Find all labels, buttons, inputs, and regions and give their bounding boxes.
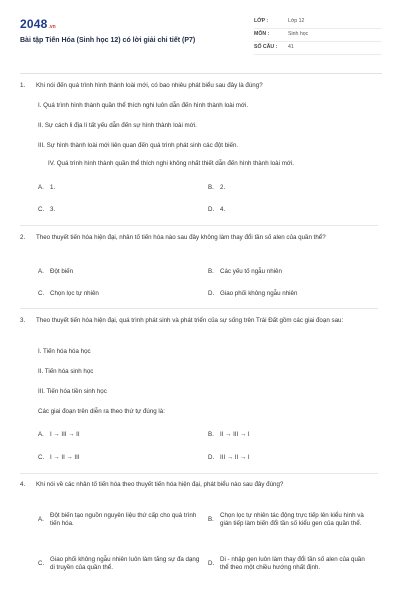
meta-label: MÔN : [254,31,270,38]
meta-value: Lớp 12 [288,18,305,25]
question-3 [20,317,378,325]
option-letter: B. [208,431,214,438]
statement: I. Tiến hóa hóa học [38,348,91,355]
question-2 [20,234,378,242]
option-letter: D. [208,290,215,297]
option-text: Đột biến tạo nguồn nguyên liệu thứ cấp cho quá trình tiến hóa. [50,511,197,527]
option-letter: A. [38,431,44,438]
option-letter: D. [208,559,215,567]
option-text: Đột biến [50,268,74,275]
meta-row-class [254,16,382,29]
document-header [20,10,382,74]
statement: III. Tiến hóa tiền sinh học [38,388,107,395]
options-row [38,544,378,584]
option-d[interactable] [208,544,378,584]
option-text: II → III → I [220,431,250,438]
option-c[interactable] [38,290,208,298]
meta-label: LỚP : [254,18,269,25]
options-row [38,184,378,192]
statement: I. Quá trình hình thành quần thể thích nghi luôn dẫn đến hình thành loài mới. [38,102,249,109]
question-number: 4. [20,481,26,488]
options-row [38,454,378,462]
statement: II. Sự cách li địa lí tất yếu dẫn đến sự hình thành loài mới. [38,122,197,129]
statement: III. Sự hình thành loài mới liên quan đến quá trình phát sinh các đột biến. [38,142,239,149]
option-text: Các yếu tố ngẫu nhiên [220,268,282,275]
options-row [38,290,378,298]
option-text: 4. [220,206,226,213]
option-a[interactable] [38,431,208,439]
option-letter: B. [208,184,214,191]
option-d[interactable] [208,206,378,214]
meta-table [254,16,382,73]
option-letter: C. [38,559,45,567]
meta-row-subject [254,29,382,42]
option-text: I → III → II [50,431,80,438]
option-d[interactable] [208,454,378,462]
option-text: III → II → I [220,454,250,461]
option-letter: C. [38,206,45,213]
option-letter: B. [208,515,214,523]
option-c[interactable] [38,206,208,214]
option-letter: D. [208,454,215,461]
option-letter: A. [38,515,44,523]
option-text: I → II → III [50,454,80,461]
option-d[interactable] [208,290,378,298]
option-c[interactable] [38,544,208,584]
statement: II. Tiến hóa sinh học [38,368,94,375]
option-b[interactable] [208,500,378,540]
meta-value: Sinh học [288,31,309,38]
question-divider [20,308,378,309]
options-row [38,431,378,439]
question-number: 3. [20,317,26,324]
brand-block [20,10,240,73]
question-text: Theo thuyết tiến hóa hiện đại, nhân tố tiến hóa nào sau đây không làm thay đổi tần số alen của quần thể? [36,234,326,241]
option-letter: B. [208,268,214,275]
option-letter: D. [208,206,215,213]
meta-label: SỐ CÂU : [254,44,278,51]
logo-suffix: .vn [48,24,56,30]
option-b[interactable] [208,431,378,439]
options-row [38,500,378,540]
option-a[interactable] [38,268,208,276]
option-b[interactable] [208,268,378,276]
question-number: 2. [20,234,26,241]
option-text: Di - nhập gen luôn làm thay đổi tần số alen của quần thể theo một chiều hướng nhất định. [220,555,365,571]
option-letter: A. [38,268,44,275]
document-title: Bài tập Tiến Hóa (Sinh học 12) có lời giải chi tiết (P7) [20,37,196,45]
statement: IV. Quá trình hình thành quần thể thích nghi không nhất thiết dẫn đến hình thành loài mới. [48,160,295,167]
statement: Các giai đoạn trên diễn ra theo thứ tự đúng là: [38,408,165,415]
site-logo[interactable] [20,16,240,32]
option-c[interactable] [38,454,208,462]
option-letter: A. [38,184,44,191]
option-text: 1. [50,184,56,191]
option-text: Giao phối không ngẫu nhiên luôn làm tăng sự đa dạng di truyền của quần thể. [50,555,200,571]
options-row [38,268,378,276]
logo-number: 2048 [20,17,48,31]
option-a[interactable] [38,500,208,540]
question-1 [20,82,378,90]
question-4 [20,481,378,489]
meta-row-count [254,42,382,55]
question-divider [20,473,378,474]
question-text: Khi nói đến quá trình hình thành loài mới, có bao nhiêu phát biểu sau đây là đúng? [36,82,263,89]
option-text: Giao phối không ngẫu nhiên [220,290,298,297]
meta-value: 41 [288,44,294,51]
question-divider [20,225,378,226]
question-text: Theo thuyết tiến hóa hiện đại, quá trình phát sinh và phát triển của sự sống trên Trái Đất gồm các giai đoạn sau: [36,317,344,324]
option-b[interactable] [208,184,378,192]
option-a[interactable] [38,184,208,192]
option-text: Chọn lọc tự nhiên tác động trực tiếp lên kiểu hình và gián tiếp làm biến đổi tần số kiểu gen của quần thể. [220,511,364,527]
question-text: Khi nói về các nhân tố tiến hóa theo thuyết tiến hóa hiện đại, phát biểu nào sau đây đúng? [36,481,284,488]
option-text: 2. [220,184,226,191]
question-number: 1. [20,82,26,89]
options-row [38,206,378,214]
option-text: 3. [50,206,56,213]
option-letter: C. [38,454,45,461]
option-text: Chọn lọc tự nhiên [50,290,99,297]
option-letter: C. [38,290,45,297]
